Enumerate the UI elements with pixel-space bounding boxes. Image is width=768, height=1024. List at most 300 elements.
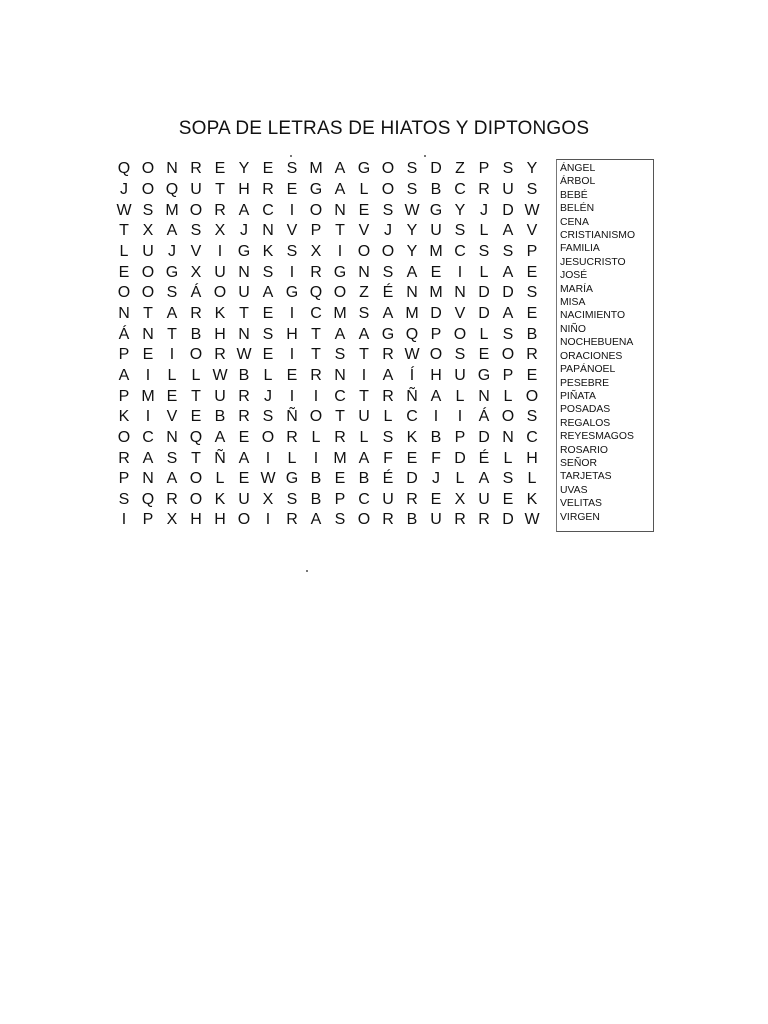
grid-cell: S bbox=[382, 263, 394, 281]
grid-cell: F bbox=[431, 449, 441, 467]
grid-cell: E bbox=[262, 346, 274, 364]
grid-cell: O bbox=[141, 284, 155, 302]
word-list-item: ÁNGEL bbox=[560, 163, 596, 174]
grid-cell: M bbox=[429, 284, 443, 302]
grid-cell: F bbox=[383, 449, 393, 467]
grid-cell: A bbox=[358, 449, 370, 467]
grid-cell: W bbox=[260, 470, 276, 488]
grid-cell: R bbox=[382, 511, 394, 529]
grid-cell: I bbox=[289, 387, 295, 405]
grid-cell: É bbox=[382, 284, 394, 302]
grid-cell: X bbox=[190, 263, 202, 281]
grid-cell: Z bbox=[455, 160, 465, 178]
word-list-item: BEBÉ bbox=[560, 189, 588, 201]
grid-cell: S bbox=[454, 346, 466, 364]
grid-cell: G bbox=[237, 242, 251, 260]
grid-cell: A bbox=[502, 222, 514, 240]
grid-cell: E bbox=[430, 490, 442, 508]
grid-cell: R bbox=[286, 428, 298, 446]
grid-cell: U bbox=[478, 490, 490, 508]
grid-cell: S bbox=[286, 490, 298, 508]
grid-cell: S bbox=[382, 428, 394, 446]
grid-cell: L bbox=[455, 470, 465, 488]
grid-cell: O bbox=[117, 284, 131, 302]
grid-cell: A bbox=[166, 470, 178, 488]
grid-cell: I bbox=[145, 366, 151, 384]
grid-cell: R bbox=[310, 366, 322, 384]
word-list-item: UVAS bbox=[560, 484, 588, 496]
grid-cell: I bbox=[289, 346, 295, 364]
word-list-item: MARÍA bbox=[560, 283, 593, 295]
word-search-grid bbox=[112, 159, 544, 531]
grid-cell: E bbox=[406, 449, 418, 467]
grid-cell: S bbox=[262, 263, 274, 281]
grid-cell: T bbox=[191, 387, 201, 405]
grid-cell: H bbox=[214, 325, 226, 343]
grid-cell: G bbox=[357, 160, 371, 178]
grid-cell: R bbox=[238, 387, 250, 405]
grid-cell: Á bbox=[190, 284, 202, 302]
grid-cell: A bbox=[142, 449, 154, 467]
grid-cell: B bbox=[358, 470, 370, 488]
grid-cell: R bbox=[310, 263, 322, 281]
grid-cell: I bbox=[313, 449, 319, 467]
grid-cell: Y bbox=[406, 222, 418, 240]
grid-cell: D bbox=[502, 284, 514, 302]
grid-cell: I bbox=[145, 408, 151, 426]
grid-cell: J bbox=[432, 470, 440, 488]
grid-cell: E bbox=[238, 470, 250, 488]
word-list-item: PESEBRE bbox=[560, 377, 610, 389]
grid-cell: R bbox=[334, 428, 346, 446]
grid-cell: O bbox=[189, 346, 203, 364]
grid-cell: P bbox=[334, 490, 346, 508]
word-list-item: NACIMIENTO bbox=[560, 310, 626, 322]
grid-cell: Q bbox=[117, 160, 131, 178]
grid-cell: E bbox=[526, 304, 538, 322]
grid-cell: B bbox=[190, 325, 202, 343]
grid-cell: U bbox=[142, 242, 154, 260]
grid-cell: Q bbox=[165, 180, 179, 198]
grid-cell: S bbox=[334, 511, 346, 529]
grid-cell: K bbox=[406, 428, 418, 446]
grid-cell: Q bbox=[309, 284, 323, 302]
grid-cell: E bbox=[286, 366, 298, 384]
grid-cell: O bbox=[525, 387, 539, 405]
grid-cell: L bbox=[215, 470, 225, 488]
grid-cell: U bbox=[238, 490, 250, 508]
grid-cell: K bbox=[214, 304, 226, 322]
grid-cell: N bbox=[502, 428, 514, 446]
grid-cell: Í bbox=[409, 366, 415, 384]
grid-cell: S bbox=[502, 325, 514, 343]
word-list-item: CENA bbox=[560, 216, 589, 228]
grid-cell: I bbox=[337, 242, 343, 260]
word-list-item: REYESMAGOS bbox=[560, 431, 634, 443]
grid-cell: E bbox=[334, 470, 346, 488]
grid-cell: T bbox=[119, 222, 129, 240]
word-list-item: JESUCRISTO bbox=[560, 256, 626, 268]
grid-cell: J bbox=[168, 242, 176, 260]
grid-cell: P bbox=[118, 470, 130, 488]
grid-cell: V bbox=[526, 222, 538, 240]
grid-cell: R bbox=[526, 346, 538, 364]
grid-cell: P bbox=[118, 346, 130, 364]
grid-cell: G bbox=[165, 263, 179, 281]
grid-cell: B bbox=[406, 511, 418, 529]
grid-cell: L bbox=[479, 222, 489, 240]
grid-cell: T bbox=[359, 387, 369, 405]
grid-cell: C bbox=[262, 201, 274, 219]
grid-cell: S bbox=[454, 222, 466, 240]
grid-cell: Ñ bbox=[214, 449, 226, 467]
grid-cell: S bbox=[526, 180, 538, 198]
grid-cell: C bbox=[358, 490, 370, 508]
grid-cell: N bbox=[238, 263, 250, 281]
grid-cell: R bbox=[406, 490, 418, 508]
grid-cell: H bbox=[238, 180, 250, 198]
grid-cell: A bbox=[358, 325, 370, 343]
grid-cell: C bbox=[334, 387, 346, 405]
grid-cell: R bbox=[286, 511, 298, 529]
grid-cell: L bbox=[167, 366, 177, 384]
grid-cell: U bbox=[214, 387, 226, 405]
grid-cell: L bbox=[479, 263, 489, 281]
grid-cell: A bbox=[310, 511, 322, 529]
grid-cell: Y bbox=[526, 160, 538, 178]
grid-cell: I bbox=[265, 511, 271, 529]
grid-cell: S bbox=[526, 408, 538, 426]
word-list-item: SEÑOR bbox=[560, 457, 597, 469]
grid-cell: K bbox=[118, 408, 130, 426]
grid-cell: S bbox=[478, 242, 490, 260]
grid-cell: L bbox=[503, 449, 513, 467]
grid-cell: W bbox=[404, 201, 420, 219]
grid-cell: P bbox=[502, 366, 514, 384]
grid-cell: Z bbox=[359, 284, 369, 302]
grid-cell: E bbox=[526, 366, 538, 384]
grid-cell: N bbox=[118, 304, 130, 322]
grid-cell: D bbox=[502, 511, 514, 529]
grid-cell: O bbox=[189, 490, 203, 508]
word-list-item: ÁRBOL bbox=[560, 176, 596, 188]
grid-cell: R bbox=[382, 387, 394, 405]
word-list-item: REGALOS bbox=[560, 417, 611, 429]
grid-cell: T bbox=[335, 408, 345, 426]
grid-cell: S bbox=[358, 304, 370, 322]
grid-cell: A bbox=[238, 449, 250, 467]
grid-cell: T bbox=[335, 222, 345, 240]
grid-cell: S bbox=[262, 325, 274, 343]
grid-cell: N bbox=[238, 325, 250, 343]
grid-cell: T bbox=[239, 304, 249, 322]
grid-cell: X bbox=[142, 222, 154, 240]
grid-cell: J bbox=[120, 180, 128, 198]
grid-cell: H bbox=[286, 325, 298, 343]
grid-cell: G bbox=[309, 180, 323, 198]
grid-cell: A bbox=[118, 366, 130, 384]
grid-cell: N bbox=[334, 366, 346, 384]
grid-cell: D bbox=[406, 470, 418, 488]
grid-cell: U bbox=[190, 180, 202, 198]
grid-cell: E bbox=[430, 263, 442, 281]
word-list-item: TARJETAS bbox=[560, 471, 612, 483]
grid-cell: E bbox=[214, 160, 226, 178]
grid-cell: O bbox=[453, 325, 467, 343]
grid-cell: I bbox=[457, 408, 463, 426]
grid-cell: I bbox=[217, 242, 223, 260]
grid-cell: J bbox=[480, 201, 488, 219]
grid-cell: N bbox=[166, 428, 178, 446]
grid-cell: N bbox=[142, 470, 154, 488]
grid-cell: P bbox=[454, 428, 466, 446]
grid-cell: A bbox=[382, 366, 394, 384]
grid-cell: C bbox=[454, 242, 466, 260]
grid-cell: G bbox=[285, 470, 299, 488]
grid-cell: D bbox=[478, 428, 490, 446]
grid-cell: X bbox=[454, 490, 466, 508]
grid-cell: L bbox=[119, 242, 129, 260]
grid-cell: O bbox=[333, 284, 347, 302]
grid-cell: U bbox=[238, 284, 250, 302]
grid-cell: X bbox=[214, 222, 226, 240]
grid-cell: N bbox=[262, 222, 274, 240]
grid-cell: V bbox=[166, 408, 178, 426]
word-list-item: NOCHEBUENA bbox=[560, 337, 634, 349]
grid-cell: E bbox=[478, 346, 490, 364]
grid-cell: W bbox=[524, 201, 540, 219]
grid-cell: O bbox=[141, 160, 155, 178]
grid-cell: J bbox=[264, 387, 272, 405]
grid-cell: S bbox=[118, 490, 130, 508]
grid-cell: O bbox=[381, 180, 395, 198]
grid-cell: A bbox=[238, 201, 250, 219]
grid-cell: I bbox=[433, 408, 439, 426]
grid-cell: C bbox=[406, 408, 418, 426]
grid-cell: D bbox=[454, 449, 466, 467]
grid-cell: K bbox=[262, 242, 274, 260]
grid-cell: Y bbox=[406, 242, 418, 260]
grid-cell: R bbox=[454, 511, 466, 529]
grid-cell: B bbox=[310, 470, 322, 488]
grid-cell: M bbox=[333, 304, 347, 322]
grid-cell: E bbox=[358, 201, 370, 219]
scan-mark bbox=[306, 570, 308, 572]
grid-cell: P bbox=[478, 160, 490, 178]
grid-cell: V bbox=[190, 242, 202, 260]
grid-cell: L bbox=[191, 366, 201, 384]
grid-cell: U bbox=[430, 511, 442, 529]
grid-cell: L bbox=[359, 428, 369, 446]
grid-cell: A bbox=[334, 160, 346, 178]
grid-cell: R bbox=[166, 490, 178, 508]
word-list-item: NIÑO bbox=[560, 323, 586, 335]
grid-cell: U bbox=[358, 408, 370, 426]
grid-cell: P bbox=[142, 511, 154, 529]
grid-cell: M bbox=[405, 304, 419, 322]
grid-cell: T bbox=[359, 346, 369, 364]
scan-mark bbox=[424, 155, 426, 157]
grid-cell: O bbox=[141, 180, 155, 198]
grid-cell: D bbox=[502, 201, 514, 219]
grid-cell: N bbox=[334, 201, 346, 219]
grid-cell: V bbox=[454, 304, 466, 322]
grid-cell: U bbox=[214, 263, 226, 281]
grid-cell: R bbox=[214, 201, 226, 219]
grid-cell: E bbox=[262, 304, 274, 322]
grid-cell: G bbox=[285, 284, 299, 302]
grid-cell: E bbox=[262, 160, 274, 178]
grid-cell: L bbox=[287, 449, 297, 467]
grid-cell: O bbox=[309, 201, 323, 219]
grid-cell: I bbox=[289, 304, 295, 322]
word-list-item: VELITAS bbox=[560, 498, 602, 510]
grid-cell: J bbox=[384, 222, 392, 240]
grid-cell: U bbox=[502, 180, 514, 198]
word-list-item: MISA bbox=[560, 297, 586, 309]
grid-cell: P bbox=[118, 387, 130, 405]
grid-cell: O bbox=[189, 201, 203, 219]
grid-cell: I bbox=[289, 263, 295, 281]
grid-cell: S bbox=[286, 160, 298, 178]
grid-cell: G bbox=[429, 201, 443, 219]
grid-cell: Y bbox=[454, 201, 466, 219]
grid-cell: T bbox=[191, 449, 201, 467]
page-title: SOPA DE LETRAS DE HIATOS Y DIPTONGOS bbox=[178, 118, 590, 139]
grid-cell: S bbox=[406, 180, 418, 198]
word-list-item: PAPÁNOEL bbox=[560, 364, 616, 376]
grid-cell: I bbox=[121, 511, 127, 529]
grid-cell: É bbox=[478, 449, 490, 467]
grid-cell: B bbox=[238, 366, 250, 384]
grid-cell: R bbox=[238, 408, 250, 426]
grid-cell: A bbox=[166, 304, 178, 322]
grid-cell: G bbox=[477, 366, 491, 384]
grid-cell: S bbox=[382, 201, 394, 219]
grid-cell: O bbox=[501, 346, 515, 364]
grid-cell: A bbox=[334, 325, 346, 343]
grid-cell: O bbox=[381, 242, 395, 260]
grid-cell: S bbox=[142, 201, 154, 219]
grid-cell: Q bbox=[405, 325, 419, 343]
grid-cell: T bbox=[311, 346, 321, 364]
grid-cell: P bbox=[430, 325, 442, 343]
grid-cell: S bbox=[406, 160, 418, 178]
grid-cell: S bbox=[502, 242, 514, 260]
grid-cell: H bbox=[526, 449, 538, 467]
grid-cell: M bbox=[309, 160, 323, 178]
grid-cell: O bbox=[501, 408, 515, 426]
grid-cell: A bbox=[214, 428, 226, 446]
word-list-item: POSADAS bbox=[560, 404, 611, 416]
grid-cell: A bbox=[430, 387, 442, 405]
grid-cell: B bbox=[214, 408, 226, 426]
word-list-item: FAMILIA bbox=[560, 243, 600, 255]
grid-cell: A bbox=[334, 180, 346, 198]
grid-cell: O bbox=[309, 408, 323, 426]
grid-cell: X bbox=[166, 511, 178, 529]
grid-cell: A bbox=[382, 304, 394, 322]
grid-cell: K bbox=[214, 490, 226, 508]
grid-cell: D bbox=[478, 304, 490, 322]
grid-cell: R bbox=[214, 346, 226, 364]
grid-cell: J bbox=[240, 222, 248, 240]
grid-cell: P bbox=[526, 242, 538, 260]
grid-cell: A bbox=[478, 470, 490, 488]
grid-cell: L bbox=[311, 428, 321, 446]
word-list-item: VIRGEN bbox=[560, 511, 600, 523]
word-list-item: ROSARIO bbox=[560, 444, 608, 456]
grid-cell: E bbox=[238, 428, 250, 446]
grid-cell: E bbox=[118, 263, 130, 281]
grid-cell: P bbox=[310, 222, 322, 240]
grid-cell: H bbox=[190, 511, 202, 529]
grid-cell: B bbox=[430, 180, 442, 198]
grid-cell: C bbox=[310, 304, 322, 322]
grid-cell: N bbox=[478, 387, 490, 405]
grid-cell: I bbox=[169, 346, 175, 364]
grid-cell: V bbox=[286, 222, 298, 240]
grid-cell: I bbox=[265, 449, 271, 467]
grid-cell: D bbox=[430, 304, 442, 322]
grid-cell: E bbox=[526, 263, 538, 281]
grid-cell: Á bbox=[118, 325, 130, 343]
grid-cell: C bbox=[526, 428, 538, 446]
grid-cell: I bbox=[361, 366, 367, 384]
grid-cell: M bbox=[141, 387, 155, 405]
grid-cell: X bbox=[310, 242, 322, 260]
grid-cell: W bbox=[212, 366, 228, 384]
grid-cell: R bbox=[382, 346, 394, 364]
grid-cell: C bbox=[142, 428, 154, 446]
grid-cell: I bbox=[313, 387, 319, 405]
grid-cell: T bbox=[167, 325, 177, 343]
word-list bbox=[556, 159, 654, 532]
grid-cell: G bbox=[333, 263, 347, 281]
word-list-item: ORACIONES bbox=[560, 350, 623, 362]
grid-cell: I bbox=[289, 201, 295, 219]
grid-cell: E bbox=[190, 408, 202, 426]
grid-cell: O bbox=[189, 470, 203, 488]
grid-cell: Q bbox=[141, 490, 155, 508]
grid-cell: M bbox=[165, 201, 179, 219]
grid-cell: C bbox=[454, 180, 466, 198]
grid-cell: D bbox=[478, 284, 490, 302]
grid-cell: A bbox=[502, 263, 514, 281]
grid-cell: O bbox=[117, 428, 131, 446]
grid-cell: A bbox=[166, 222, 178, 240]
grid-cell: E bbox=[142, 346, 154, 364]
word-list-item: PIÑATA bbox=[560, 390, 596, 402]
grid-cell: L bbox=[527, 470, 537, 488]
word-list-item: CRISTIANISMO bbox=[560, 230, 636, 242]
grid-cell: G bbox=[381, 325, 395, 343]
grid-cell: É bbox=[382, 470, 394, 488]
grid-cell: O bbox=[213, 284, 227, 302]
grid-cell: T bbox=[215, 180, 225, 198]
grid-cell: O bbox=[357, 242, 371, 260]
grid-cell: R bbox=[190, 304, 202, 322]
grid-cell: N bbox=[454, 284, 466, 302]
grid-cell: W bbox=[116, 201, 132, 219]
grid-cell: R bbox=[478, 180, 490, 198]
word-list-item: BELÉN bbox=[560, 203, 595, 215]
grid-cell: B bbox=[310, 490, 322, 508]
grid-cell: W bbox=[524, 511, 540, 529]
grid-cell: Á bbox=[478, 408, 490, 426]
grid-cell: D bbox=[430, 160, 442, 178]
grid-cell: H bbox=[430, 366, 442, 384]
